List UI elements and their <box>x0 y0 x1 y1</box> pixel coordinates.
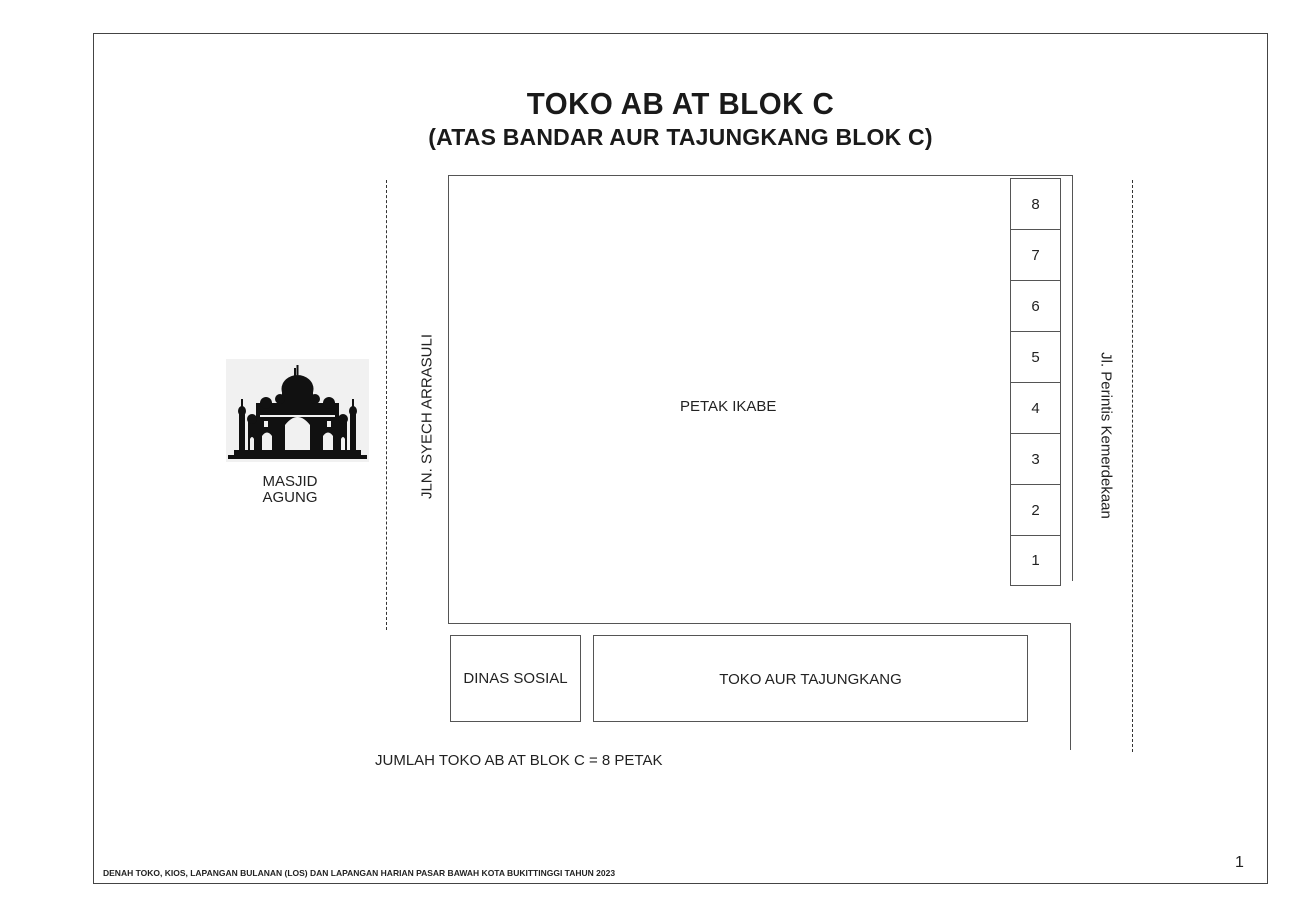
street-left-label: JLN. SYECH ARRASULI <box>418 333 436 500</box>
petak-cell-6 <box>1010 280 1061 332</box>
dinas-sosial-label: DINAS SOSIAL <box>463 670 568 687</box>
page-title: TOKO AB AT BLOK C <box>526 86 835 121</box>
mosque-label-line2: AGUNG <box>262 489 318 506</box>
petak-cell-7 <box>1010 229 1061 281</box>
petak-cell-3 <box>1010 433 1061 485</box>
mosque-icon <box>226 359 369 462</box>
street-left-line <box>386 180 387 630</box>
summary-text: JUMLAH TOKO AB AT BLOK C = 8 PETAK <box>375 752 663 769</box>
page-subtitle: (ATAS BANDAR AUR TAJUNGKANG BLOK C) <box>428 124 933 150</box>
toko-aur-box <box>593 635 1028 722</box>
petak-cell-8 <box>1010 178 1061 230</box>
petak-cell-4 <box>1010 382 1061 434</box>
petak-number: 4 <box>1031 399 1040 417</box>
petak-number: 6 <box>1031 297 1040 315</box>
dinas-sosial-box <box>450 635 581 722</box>
block-left-edge <box>448 175 449 624</box>
lower-right-edge <box>1070 623 1071 750</box>
petak-number: 3 <box>1031 450 1040 468</box>
block-right-edge <box>1072 175 1073 581</box>
petak-number: 1 <box>1031 552 1040 569</box>
main-area-label: PETAK IKABE <box>680 398 777 415</box>
footer-text: DENAH TOKO, KIOS, LAPANGAN BULANAN (LOS) DAN LAPANGAN HARIAN PASAR BAWAH KOTA BUKITTINGGI TAHUN 2023 <box>103 868 616 878</box>
petak-number: 8 <box>1031 195 1040 213</box>
page-number: 1 <box>1235 854 1244 871</box>
block-bottom-edge <box>448 623 1070 624</box>
street-right-line <box>1132 180 1133 752</box>
petak-number: 2 <box>1031 501 1040 519</box>
petak-number: 5 <box>1031 348 1040 366</box>
toko-aur-label: TOKO AUR TAJUNGKANG <box>719 671 902 688</box>
petak-cell-2 <box>1010 484 1061 536</box>
street-right-label: Jl. Perintis Kemerdekaan <box>1097 352 1115 519</box>
mosque-label-line1: MASJID <box>262 473 318 490</box>
petak-cell-5 <box>1010 331 1061 383</box>
petak-cell-1 <box>1010 535 1061 586</box>
petak-number: 7 <box>1031 246 1040 264</box>
block-top-edge <box>448 175 1072 176</box>
